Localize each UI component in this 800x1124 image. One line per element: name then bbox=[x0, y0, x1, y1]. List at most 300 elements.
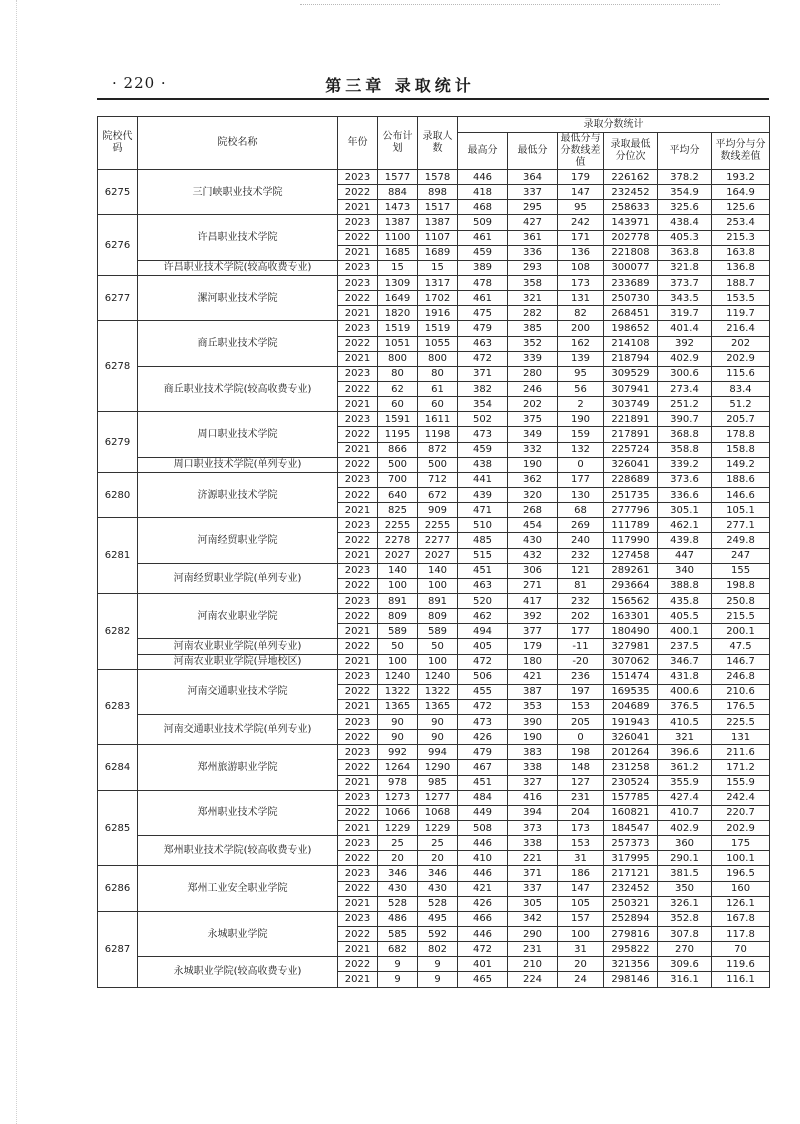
avg-score-cell: 350 bbox=[658, 881, 712, 896]
school-name: 许昌职业技术学院(较高收费专业) bbox=[138, 260, 338, 275]
avg-diff-cell: 115.6 bbox=[712, 366, 770, 381]
year-cell: 2022 bbox=[338, 805, 378, 820]
school-name: 周口职业技术学院 bbox=[138, 412, 338, 457]
max-score-cell: 438 bbox=[458, 457, 508, 472]
admitted-cell: 712 bbox=[418, 472, 458, 487]
plan-cell: 1387 bbox=[378, 215, 418, 230]
admitted-cell: 1702 bbox=[418, 291, 458, 306]
avg-score-cell: 290.1 bbox=[658, 851, 712, 866]
avg-diff-cell: 188.7 bbox=[712, 275, 770, 290]
avg-diff-cell: 193.2 bbox=[712, 170, 770, 185]
table-row bbox=[98, 260, 770, 275]
rank-cell: 232452 bbox=[604, 881, 658, 896]
school-code: 6286 bbox=[98, 866, 138, 911]
avg-diff-cell: 198.8 bbox=[712, 578, 770, 593]
min-score-cell: 338 bbox=[508, 760, 558, 775]
avg-score-cell: 376.5 bbox=[658, 699, 712, 714]
max-score-cell: 485 bbox=[458, 533, 508, 548]
admitted-cell: 100 bbox=[418, 654, 458, 669]
table-row bbox=[98, 472, 770, 487]
header-max: 最高分 bbox=[458, 133, 508, 170]
rank-cell: 127458 bbox=[604, 548, 658, 563]
min-score-cell: 231 bbox=[508, 942, 558, 957]
max-score-cell: 465 bbox=[458, 972, 508, 987]
school-code: 6280 bbox=[98, 472, 138, 517]
table-row bbox=[98, 745, 770, 760]
plan-cell: 500 bbox=[378, 457, 418, 472]
scan-artifact-top bbox=[300, 4, 720, 11]
max-score-cell: 461 bbox=[458, 291, 508, 306]
avg-score-cell: 321.8 bbox=[658, 260, 712, 275]
min-diff-cell: 232 bbox=[558, 548, 604, 563]
min-diff-cell: 157 bbox=[558, 911, 604, 926]
admitted-cell: 1107 bbox=[418, 230, 458, 245]
school-name: 永城职业学院 bbox=[138, 911, 338, 956]
table-row bbox=[98, 593, 770, 608]
year-cell: 2022 bbox=[338, 533, 378, 548]
admitted-cell: 1322 bbox=[418, 684, 458, 699]
avg-diff-cell: 146.6 bbox=[712, 487, 770, 502]
min-score-cell: 246 bbox=[508, 381, 558, 396]
year-cell: 2022 bbox=[338, 927, 378, 942]
avg-diff-cell: 146.7 bbox=[712, 654, 770, 669]
table-row bbox=[98, 170, 770, 185]
min-score-cell: 327 bbox=[508, 775, 558, 790]
avg-diff-cell: 155.9 bbox=[712, 775, 770, 790]
year-cell: 2021 bbox=[338, 503, 378, 518]
plan-cell: 585 bbox=[378, 927, 418, 942]
min-score-cell: 432 bbox=[508, 548, 558, 563]
avg-diff-cell: 51.2 bbox=[712, 397, 770, 412]
plan-cell: 1591 bbox=[378, 412, 418, 427]
min-score-cell: 364 bbox=[508, 170, 558, 185]
year-cell: 2022 bbox=[338, 881, 378, 896]
header-rule bbox=[97, 98, 769, 100]
admitted-cell: 15 bbox=[418, 260, 458, 275]
year-cell: 2023 bbox=[338, 366, 378, 381]
max-score-cell: 472 bbox=[458, 699, 508, 714]
avg-score-cell: 352.8 bbox=[658, 911, 712, 926]
avg-score-cell: 405.3 bbox=[658, 230, 712, 245]
rank-cell: 258633 bbox=[604, 200, 658, 215]
school-code: 6282 bbox=[98, 593, 138, 669]
table-row bbox=[98, 836, 770, 851]
plan-cell: 140 bbox=[378, 563, 418, 578]
year-cell: 2023 bbox=[338, 790, 378, 805]
rank-cell: 321356 bbox=[604, 957, 658, 972]
min-diff-cell: 147 bbox=[558, 881, 604, 896]
rank-cell: 317995 bbox=[604, 851, 658, 866]
header-avg: 平均分 bbox=[658, 133, 712, 170]
table-row bbox=[98, 957, 770, 972]
min-score-cell: 224 bbox=[508, 972, 558, 987]
max-score-cell: 509 bbox=[458, 215, 508, 230]
plan-cell: 800 bbox=[378, 351, 418, 366]
admitted-cell: 1240 bbox=[418, 669, 458, 684]
header-diff-avg: 平均分与分数线差值 bbox=[712, 133, 770, 170]
avg-score-cell: 405.5 bbox=[658, 609, 712, 624]
min-diff-cell: 68 bbox=[558, 503, 604, 518]
admitted-cell: 140 bbox=[418, 563, 458, 578]
max-score-cell: 418 bbox=[458, 185, 508, 200]
plan-cell: 1322 bbox=[378, 684, 418, 699]
avg-diff-cell: 211.6 bbox=[712, 745, 770, 760]
max-score-cell: 472 bbox=[458, 654, 508, 669]
avg-diff-cell: 202.9 bbox=[712, 821, 770, 836]
year-cell: 2023 bbox=[338, 593, 378, 608]
avg-diff-cell: 164.9 bbox=[712, 185, 770, 200]
year-cell: 2022 bbox=[338, 730, 378, 745]
rank-cell: 257373 bbox=[604, 836, 658, 851]
avg-score-cell: 305.1 bbox=[658, 503, 712, 518]
avg-diff-cell: 188.6 bbox=[712, 472, 770, 487]
plan-cell: 486 bbox=[378, 911, 418, 926]
min-diff-cell: 105 bbox=[558, 896, 604, 911]
avg-diff-cell: 175 bbox=[712, 836, 770, 851]
admitted-cell: 809 bbox=[418, 609, 458, 624]
avg-diff-cell: 100.1 bbox=[712, 851, 770, 866]
year-cell: 2022 bbox=[338, 487, 378, 502]
plan-cell: 90 bbox=[378, 715, 418, 730]
min-diff-cell: 131 bbox=[558, 291, 604, 306]
avg-diff-cell: 83.4 bbox=[712, 381, 770, 396]
min-diff-cell: 153 bbox=[558, 699, 604, 714]
admitted-cell: 100 bbox=[418, 578, 458, 593]
year-cell: 2023 bbox=[338, 472, 378, 487]
plan-cell: 1240 bbox=[378, 669, 418, 684]
avg-diff-cell: 216.4 bbox=[712, 321, 770, 336]
avg-score-cell: 401.4 bbox=[658, 321, 712, 336]
avg-diff-cell: 277.1 bbox=[712, 518, 770, 533]
max-score-cell: 472 bbox=[458, 942, 508, 957]
min-diff-cell: 121 bbox=[558, 563, 604, 578]
max-score-cell: 461 bbox=[458, 230, 508, 245]
avg-score-cell: 361.2 bbox=[658, 760, 712, 775]
plan-cell: 346 bbox=[378, 866, 418, 881]
school-name: 郑州旅游职业学院 bbox=[138, 745, 338, 790]
min-score-cell: 454 bbox=[508, 518, 558, 533]
min-score-cell: 268 bbox=[508, 503, 558, 518]
rank-cell: 250321 bbox=[604, 896, 658, 911]
min-score-cell: 295 bbox=[508, 200, 558, 215]
year-cell: 2022 bbox=[338, 639, 378, 654]
avg-score-cell: 438.4 bbox=[658, 215, 712, 230]
min-score-cell: 349 bbox=[508, 427, 558, 442]
plan-cell: 1066 bbox=[378, 805, 418, 820]
avg-score-cell: 360 bbox=[658, 836, 712, 851]
min-diff-cell: 2 bbox=[558, 397, 604, 412]
min-diff-cell: -20 bbox=[558, 654, 604, 669]
admitted-cell: 500 bbox=[418, 457, 458, 472]
avg-diff-cell: 200.1 bbox=[712, 624, 770, 639]
max-score-cell: 502 bbox=[458, 412, 508, 427]
min-diff-cell: 186 bbox=[558, 866, 604, 881]
min-diff-cell: 81 bbox=[558, 578, 604, 593]
school-code: 6275 bbox=[98, 170, 138, 215]
rank-cell: 277796 bbox=[604, 503, 658, 518]
min-diff-cell: 127 bbox=[558, 775, 604, 790]
min-score-cell: 210 bbox=[508, 957, 558, 972]
avg-score-cell: 321 bbox=[658, 730, 712, 745]
rank-cell: 307941 bbox=[604, 381, 658, 396]
year-cell: 2021 bbox=[338, 654, 378, 669]
admitted-cell: 9 bbox=[418, 972, 458, 987]
min-score-cell: 427 bbox=[508, 215, 558, 230]
admitted-cell: 1055 bbox=[418, 336, 458, 351]
header-name: 院校名称 bbox=[138, 117, 338, 170]
avg-diff-cell: 210.6 bbox=[712, 684, 770, 699]
admitted-cell: 872 bbox=[418, 442, 458, 457]
min-diff-cell: 132 bbox=[558, 442, 604, 457]
avg-score-cell: 396.6 bbox=[658, 745, 712, 760]
max-score-cell: 479 bbox=[458, 321, 508, 336]
max-score-cell: 382 bbox=[458, 381, 508, 396]
rank-cell: 143971 bbox=[604, 215, 658, 230]
year-cell: 2021 bbox=[338, 942, 378, 957]
avg-diff-cell: 205.7 bbox=[712, 412, 770, 427]
table-row bbox=[98, 866, 770, 881]
rank-cell: 289261 bbox=[604, 563, 658, 578]
min-diff-cell: 153 bbox=[558, 836, 604, 851]
min-diff-cell: 147 bbox=[558, 185, 604, 200]
min-score-cell: 353 bbox=[508, 699, 558, 714]
plan-cell: 62 bbox=[378, 381, 418, 396]
min-score-cell: 383 bbox=[508, 745, 558, 760]
plan-cell: 1264 bbox=[378, 760, 418, 775]
rank-cell: 326041 bbox=[604, 457, 658, 472]
min-diff-cell: 190 bbox=[558, 412, 604, 427]
avg-score-cell: 346.7 bbox=[658, 654, 712, 669]
year-cell: 2021 bbox=[338, 699, 378, 714]
max-score-cell: 446 bbox=[458, 836, 508, 851]
admitted-cell: 1578 bbox=[418, 170, 458, 185]
plan-cell: 1273 bbox=[378, 790, 418, 805]
min-score-cell: 387 bbox=[508, 684, 558, 699]
avg-score-cell: 363.8 bbox=[658, 245, 712, 260]
avg-diff-cell: 160 bbox=[712, 881, 770, 896]
min-diff-cell: 136 bbox=[558, 245, 604, 260]
max-score-cell: 354 bbox=[458, 397, 508, 412]
min-diff-cell: 200 bbox=[558, 321, 604, 336]
rank-cell: 111789 bbox=[604, 518, 658, 533]
year-cell: 2021 bbox=[338, 775, 378, 790]
avg-diff-cell: 155 bbox=[712, 563, 770, 578]
year-cell: 2023 bbox=[338, 715, 378, 730]
admitted-cell: 2277 bbox=[418, 533, 458, 548]
avg-score-cell: 373.6 bbox=[658, 472, 712, 487]
avg-score-cell: 390.7 bbox=[658, 412, 712, 427]
year-cell: 2023 bbox=[338, 836, 378, 851]
avg-score-cell: 400.6 bbox=[658, 684, 712, 699]
year-cell: 2021 bbox=[338, 821, 378, 836]
max-score-cell: 405 bbox=[458, 639, 508, 654]
max-score-cell: 421 bbox=[458, 881, 508, 896]
max-score-cell: 426 bbox=[458, 896, 508, 911]
rank-cell: 184547 bbox=[604, 821, 658, 836]
min-score-cell: 371 bbox=[508, 866, 558, 881]
school-name: 永城职业学院(较高收费专业) bbox=[138, 957, 338, 987]
rank-cell: 279816 bbox=[604, 927, 658, 942]
max-score-cell: 479 bbox=[458, 745, 508, 760]
avg-diff-cell: 153.5 bbox=[712, 291, 770, 306]
admitted-cell: 994 bbox=[418, 745, 458, 760]
avg-score-cell: 355.9 bbox=[658, 775, 712, 790]
avg-score-cell: 358.8 bbox=[658, 442, 712, 457]
max-score-cell: 463 bbox=[458, 336, 508, 351]
plan-cell: 809 bbox=[378, 609, 418, 624]
avg-diff-cell: 250.8 bbox=[712, 593, 770, 608]
min-diff-cell: 100 bbox=[558, 927, 604, 942]
min-diff-cell: 173 bbox=[558, 275, 604, 290]
rank-cell: 156562 bbox=[604, 593, 658, 608]
admitted-cell: 61 bbox=[418, 381, 458, 396]
plan-cell: 1309 bbox=[378, 275, 418, 290]
avg-diff-cell: 220.7 bbox=[712, 805, 770, 820]
year-cell: 2022 bbox=[338, 230, 378, 245]
rank-cell: 303749 bbox=[604, 397, 658, 412]
admitted-cell: 2255 bbox=[418, 518, 458, 533]
min-score-cell: 338 bbox=[508, 836, 558, 851]
avg-score-cell: 447 bbox=[658, 548, 712, 563]
admitted-cell: 430 bbox=[418, 881, 458, 896]
table-row bbox=[98, 669, 770, 684]
min-score-cell: 430 bbox=[508, 533, 558, 548]
plan-cell: 1649 bbox=[378, 291, 418, 306]
school-code: 6279 bbox=[98, 412, 138, 473]
year-cell: 2023 bbox=[338, 275, 378, 290]
min-diff-cell: 95 bbox=[558, 200, 604, 215]
min-score-cell: 332 bbox=[508, 442, 558, 457]
header-plan: 公布计划 bbox=[378, 117, 418, 170]
max-score-cell: 446 bbox=[458, 170, 508, 185]
max-score-cell: 455 bbox=[458, 684, 508, 699]
table-body bbox=[98, 170, 770, 988]
min-score-cell: 180 bbox=[508, 654, 558, 669]
admitted-cell: 2027 bbox=[418, 548, 458, 563]
table-row bbox=[98, 790, 770, 805]
admitted-cell: 1689 bbox=[418, 245, 458, 260]
plan-cell: 825 bbox=[378, 503, 418, 518]
min-score-cell: 337 bbox=[508, 881, 558, 896]
min-diff-cell: 0 bbox=[558, 730, 604, 745]
admitted-cell: 20 bbox=[418, 851, 458, 866]
avg-diff-cell: 149.2 bbox=[712, 457, 770, 472]
max-score-cell: 494 bbox=[458, 624, 508, 639]
min-score-cell: 280 bbox=[508, 366, 558, 381]
avg-diff-cell: 215.3 bbox=[712, 230, 770, 245]
avg-diff-cell: 202 bbox=[712, 336, 770, 351]
avg-diff-cell: 47.5 bbox=[712, 639, 770, 654]
avg-diff-cell: 246.8 bbox=[712, 669, 770, 684]
rank-cell: 300077 bbox=[604, 260, 658, 275]
avg-score-cell: 439.8 bbox=[658, 533, 712, 548]
max-score-cell: 508 bbox=[458, 821, 508, 836]
year-cell: 2022 bbox=[338, 760, 378, 775]
plan-cell: 2027 bbox=[378, 548, 418, 563]
admitted-cell: 1317 bbox=[418, 275, 458, 290]
min-diff-cell: 179 bbox=[558, 170, 604, 185]
avg-score-cell: 402.9 bbox=[658, 821, 712, 836]
min-score-cell: 290 bbox=[508, 927, 558, 942]
table-row bbox=[98, 911, 770, 926]
school-code: 6281 bbox=[98, 518, 138, 594]
year-cell: 2021 bbox=[338, 351, 378, 366]
min-diff-cell: 108 bbox=[558, 260, 604, 275]
min-diff-cell: 95 bbox=[558, 366, 604, 381]
min-score-cell: 358 bbox=[508, 275, 558, 290]
year-cell: 2021 bbox=[338, 548, 378, 563]
year-cell: 2022 bbox=[338, 185, 378, 200]
plan-cell: 1229 bbox=[378, 821, 418, 836]
plan-cell: 50 bbox=[378, 639, 418, 654]
max-score-cell: 484 bbox=[458, 790, 508, 805]
school-name: 河南经贸职业学院 bbox=[138, 518, 338, 563]
avg-score-cell: 427.4 bbox=[658, 790, 712, 805]
rank-cell: 252894 bbox=[604, 911, 658, 926]
max-score-cell: 478 bbox=[458, 275, 508, 290]
rank-cell: 151474 bbox=[604, 669, 658, 684]
avg-score-cell: 343.5 bbox=[658, 291, 712, 306]
rank-cell: 295822 bbox=[604, 942, 658, 957]
admitted-cell: 672 bbox=[418, 487, 458, 502]
min-diff-cell: 130 bbox=[558, 487, 604, 502]
min-diff-cell: 231 bbox=[558, 790, 604, 805]
year-cell: 2022 bbox=[338, 457, 378, 472]
header-rank: 录取最低分位次 bbox=[604, 133, 658, 170]
plan-cell: 2255 bbox=[378, 518, 418, 533]
school-name: 河南交通职业技术学院(单列专业) bbox=[138, 715, 338, 745]
avg-diff-cell: 126.1 bbox=[712, 896, 770, 911]
avg-diff-cell: 176.5 bbox=[712, 699, 770, 714]
rank-cell: 163301 bbox=[604, 609, 658, 624]
max-score-cell: 466 bbox=[458, 911, 508, 926]
admitted-cell: 9 bbox=[418, 957, 458, 972]
admitted-cell: 60 bbox=[418, 397, 458, 412]
admitted-cell: 80 bbox=[418, 366, 458, 381]
min-score-cell: 385 bbox=[508, 321, 558, 336]
min-score-cell: 306 bbox=[508, 563, 558, 578]
avg-score-cell: 319.7 bbox=[658, 306, 712, 321]
max-score-cell: 475 bbox=[458, 306, 508, 321]
min-score-cell: 373 bbox=[508, 821, 558, 836]
plan-cell: 60 bbox=[378, 397, 418, 412]
page-number: · 220 · bbox=[112, 74, 167, 92]
min-diff-cell: 31 bbox=[558, 942, 604, 957]
school-code: 6278 bbox=[98, 321, 138, 412]
avg-diff-cell: 253.4 bbox=[712, 215, 770, 230]
min-diff-cell: 204 bbox=[558, 805, 604, 820]
plan-cell: 80 bbox=[378, 366, 418, 381]
rank-cell: 201264 bbox=[604, 745, 658, 760]
avg-score-cell: 410.7 bbox=[658, 805, 712, 820]
max-score-cell: 410 bbox=[458, 851, 508, 866]
header-admitted: 录取人数 bbox=[418, 117, 458, 170]
rank-cell: 293664 bbox=[604, 578, 658, 593]
school-name: 许昌职业技术学院 bbox=[138, 215, 338, 260]
max-score-cell: 463 bbox=[458, 578, 508, 593]
rank-cell: 221891 bbox=[604, 412, 658, 427]
school-name: 漯河职业技术学院 bbox=[138, 275, 338, 320]
min-score-cell: 339 bbox=[508, 351, 558, 366]
avg-score-cell: 251.2 bbox=[658, 397, 712, 412]
avg-score-cell: 237.5 bbox=[658, 639, 712, 654]
table-row bbox=[98, 366, 770, 381]
school-name: 河南农业职业学院(单列专业) bbox=[138, 639, 338, 654]
school-name: 周口职业技术学院(单列专业) bbox=[138, 457, 338, 472]
avg-diff-cell: 131 bbox=[712, 730, 770, 745]
plan-cell: 1051 bbox=[378, 336, 418, 351]
plan-cell: 2278 bbox=[378, 533, 418, 548]
